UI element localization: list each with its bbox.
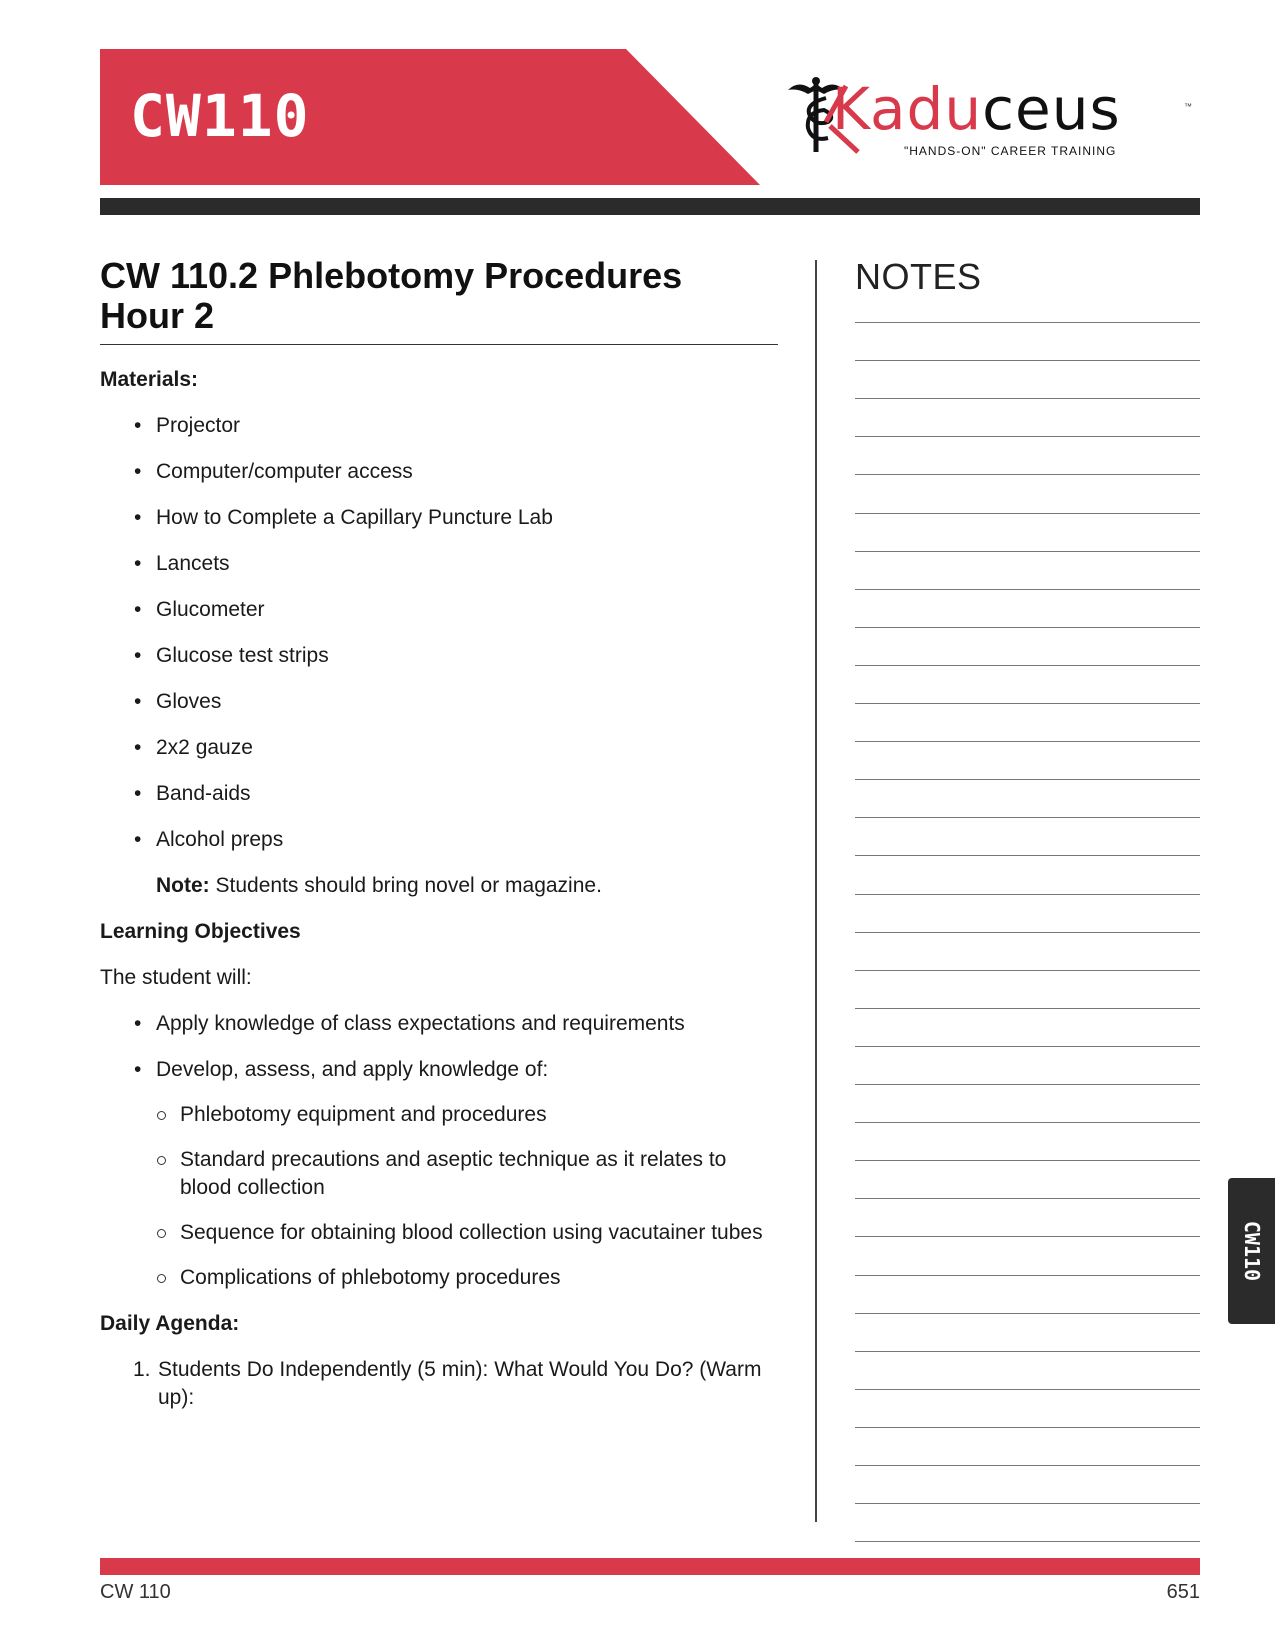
footer-course: CW 110: [100, 1581, 171, 1603]
bullet-dot-icon: •: [134, 644, 142, 667]
bullet-dot-icon: •: [134, 782, 142, 805]
note-line: [855, 970, 1200, 971]
list-item: • Develop, assess, and apply knowledge of:: [100, 1056, 780, 1084]
bullet-dot-icon: •: [134, 414, 142, 437]
objectives-intro: The student will:: [100, 966, 252, 989]
note-line: [855, 779, 1200, 780]
materials-list: [100, 412, 780, 854]
note-line: [855, 1084, 1200, 1085]
list-item: • Alcohol preps: [100, 826, 780, 854]
logo-trademark: ™: [1184, 102, 1192, 111]
list-item: Complications of phlebotomy procedures: [100, 1264, 780, 1292]
list-item: • Band-aids: [100, 780, 780, 808]
objectives-heading: Learning Objectives: [100, 920, 301, 943]
list-item: • Apply knowledge of class expectations and requirements: [100, 1010, 780, 1038]
bullet-dot-icon: •: [134, 828, 142, 851]
list-item: • Gloves: [100, 688, 780, 716]
note-line: [855, 1541, 1200, 1542]
note-text: Students should bring novel or magazine.: [209, 874, 602, 897]
column-divider: [815, 260, 817, 1522]
agenda-number: 1.: [133, 1358, 151, 1381]
list-item: • Computer/computer access: [100, 458, 780, 486]
bullet-dot-icon: •: [134, 598, 142, 621]
note-line: [855, 894, 1200, 895]
note-line: [855, 741, 1200, 742]
note-line: [855, 1275, 1200, 1276]
materials-note: [100, 872, 780, 900]
page-number: 651: [1166, 1581, 1200, 1603]
bullet-dot-icon: •: [134, 1012, 142, 1035]
bullet-dot-icon: •: [134, 1058, 142, 1081]
kaduceus-logo: [786, 76, 1196, 160]
agenda-heading: Daily Agenda:: [100, 1312, 240, 1335]
bullet-dot-icon: •: [134, 690, 142, 713]
circle-outline-icon: [157, 1274, 166, 1283]
page-title: [100, 256, 780, 336]
objectives-sublist: [100, 1101, 780, 1292]
note-label: Note:: [156, 874, 210, 897]
note-line: [855, 1236, 1200, 1237]
note-line: [855, 398, 1200, 399]
logo-tagline: "HANDS-ON" CAREER TRAINING: [904, 144, 1117, 158]
agenda-text: Students Do Independently (5 min): What Would You Do? (Warm up):: [158, 1358, 762, 1409]
bullet-dot-icon: •: [134, 736, 142, 759]
note-line: [855, 932, 1200, 933]
note-line: [855, 360, 1200, 361]
list-item: [100, 1356, 780, 1412]
header-divider-bar: [100, 198, 1200, 215]
note-line: [855, 855, 1200, 856]
note-line: [855, 1122, 1200, 1123]
side-tab-label: CW110: [1239, 1220, 1264, 1282]
note-line: [855, 1046, 1200, 1047]
note-line: [855, 1198, 1200, 1199]
bullet-dot-icon: •: [134, 460, 142, 483]
note-line: [855, 551, 1200, 552]
list-item: Standard precautions and aseptic technique as it relates to blood collection: [100, 1146, 780, 1202]
list-item: • Lancets: [100, 550, 780, 578]
note-line: [855, 703, 1200, 704]
list-item: • Glucometer: [100, 596, 780, 624]
logo-word-red: Kadu: [832, 75, 983, 143]
note-line: [855, 474, 1200, 475]
side-tab: [1228, 1178, 1275, 1324]
circle-outline-icon: [157, 1156, 166, 1165]
notes-title: NOTES: [855, 256, 982, 297]
note-line: [855, 589, 1200, 590]
objectives-list: [100, 1010, 780, 1084]
list-item: • How to Complete a Capillary Puncture Lab: [100, 504, 780, 532]
circle-outline-icon: [157, 1229, 166, 1238]
note-line: [855, 1351, 1200, 1352]
logo-wordmark: [832, 74, 1121, 144]
main-content: [100, 360, 780, 1412]
note-line: [855, 1008, 1200, 1009]
note-line: [855, 1313, 1200, 1314]
footer-bar: [100, 1558, 1200, 1575]
note-line: [855, 817, 1200, 818]
note-line: [855, 322, 1200, 323]
logo-word-black: ceus: [982, 75, 1121, 143]
note-line: [855, 665, 1200, 666]
list-item: • 2x2 gauze: [100, 734, 780, 762]
materials-heading: Materials:: [100, 368, 199, 391]
note-line: [855, 1465, 1200, 1466]
bullet-dot-icon: •: [134, 506, 142, 529]
bullet-dot-icon: •: [134, 552, 142, 575]
list-item: • Projector: [100, 412, 780, 440]
note-line: [855, 1160, 1200, 1161]
course-code: CW110: [130, 82, 310, 150]
note-line: [855, 436, 1200, 437]
note-line: [855, 1389, 1200, 1390]
title-underline: [100, 344, 778, 345]
agenda-list: [100, 1356, 780, 1412]
list-item: Sequence for obtaining blood collection using vacutainer tubes: [100, 1219, 780, 1247]
note-line: [855, 513, 1200, 514]
list-item: • Glucose test strips: [100, 642, 780, 670]
note-line: [855, 1427, 1200, 1428]
circle-outline-icon: [157, 1111, 166, 1120]
list-item: Phlebotomy equipment and procedures: [100, 1101, 780, 1129]
note-line: [855, 1503, 1200, 1504]
page-title-line1: CW 110.2 Phlebotomy Procedures: [100, 255, 683, 296]
page-title-line2: Hour 2: [100, 295, 215, 336]
note-line: [855, 627, 1200, 628]
